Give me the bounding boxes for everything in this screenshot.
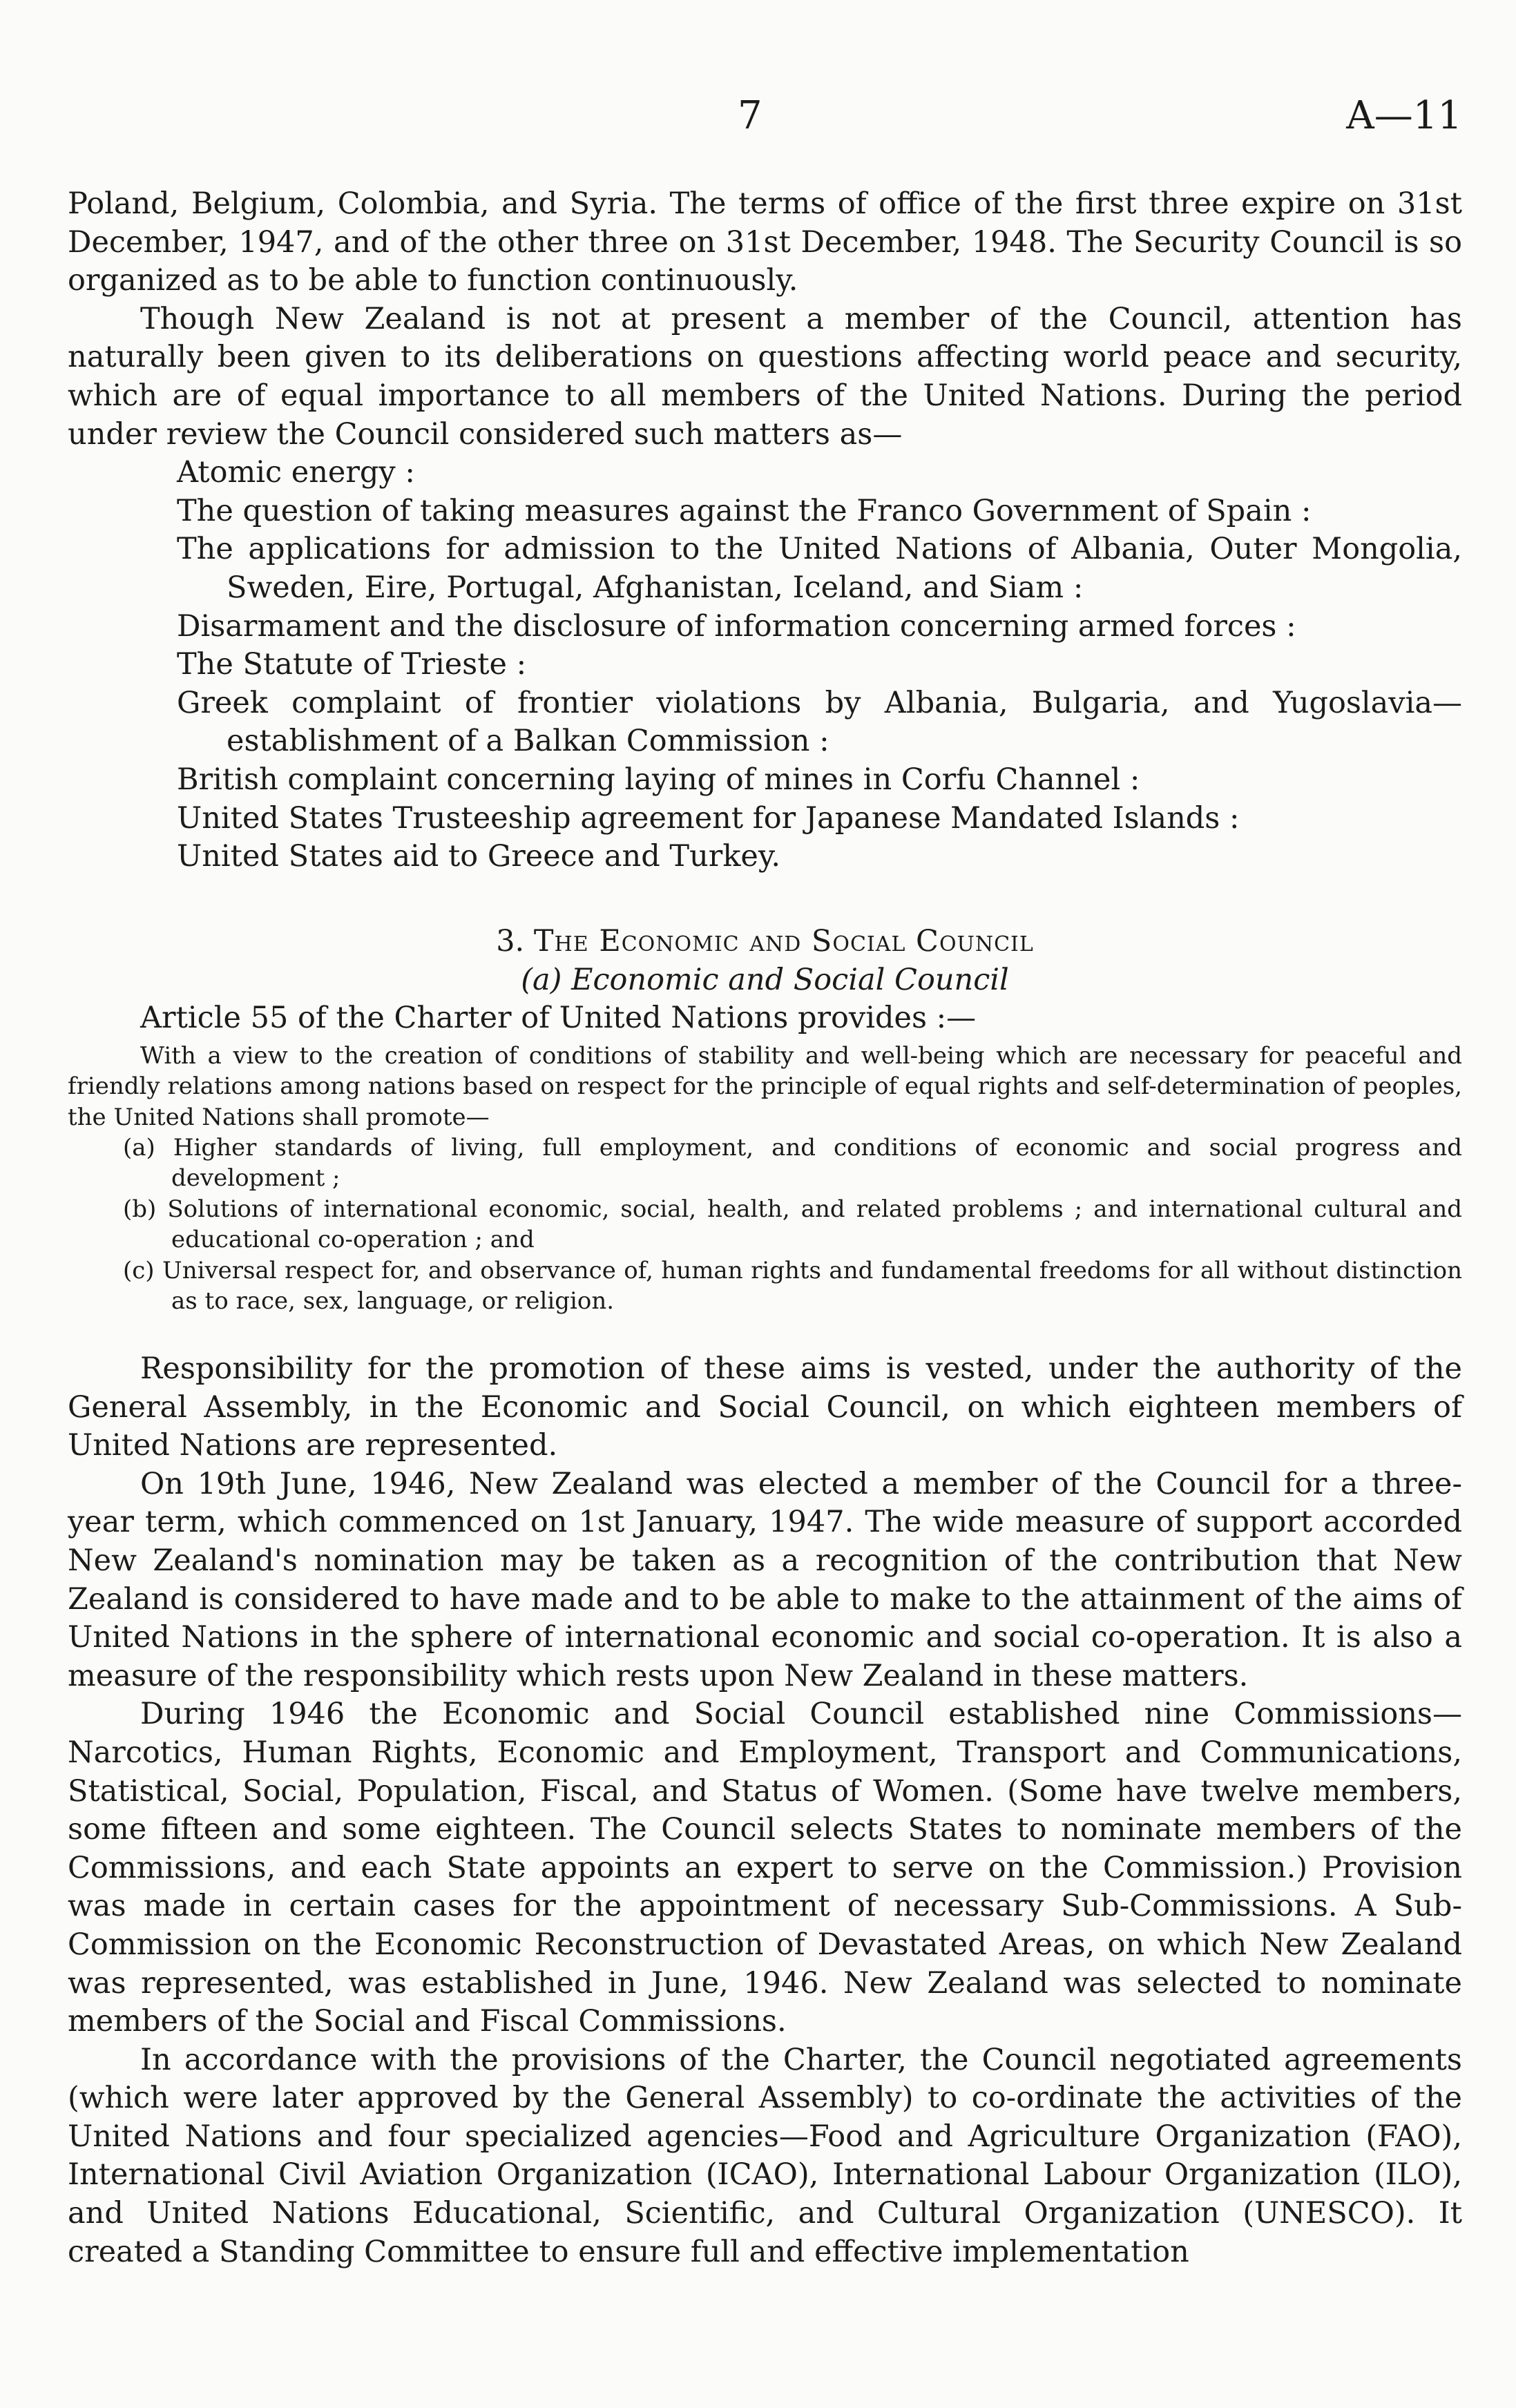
list-item: Disarmament and the disclosure of information concerning armed forces : <box>177 608 1296 644</box>
paragraph-nz-elected: On 19th June, 1946, New Zealand was elected a member of the Council for a three-year term, which commenced on 1st January, 1947. The wide measure of support accorded New Zealand's nomination may be taken as a recognition of the contribution that New Zealand is considered to have made and to be able to make to the attainment of the aims of United Nations in the sphere of international economic and social co-operation. It is also a measure of the responsibility which rests upon New Zealand in these matters. <box>68 1466 1462 1693</box>
list-item: The question of taking measures against the Franco Government of Spain : <box>177 493 1312 528</box>
paragraph-security-council-terms: Poland, Belgium, Colombia, and Syria. The terms of office of the first three expire on 31st December, 1947, and of the other three on 31st December, 1948. The Security Council is so organized as to be able to function continuously. <box>68 186 1462 298</box>
list-item: The Statute of Trieste : <box>177 647 527 682</box>
subsection-heading <box>68 961 1462 1000</box>
quote-item-text: Solutions of international economic, social, health, and related problems ; and international cultural and educational co-operation ; and <box>167 1195 1462 1254</box>
quote-item-text: Higher standards of living, full employment, and conditions of economic and social progress and development ; <box>171 1134 1462 1193</box>
charter-article-55-quote <box>68 1041 1462 1317</box>
list-item: Atomic energy : <box>177 455 415 490</box>
quote-item-label: (b) <box>123 1195 157 1223</box>
quote-item-text: Universal respect for, and observance of, human rights and fundamental freedoms for all without distinction as to race, sex, language, or religion. <box>162 1256 1462 1316</box>
paragraph-responsibility: Responsibility for the promotion of these aims is vested, under the authority of the General Assembly, in the Economic and Social Council, on which eighteen members of United Nations are represented. <box>68 1351 1462 1463</box>
document-reference: A—11 <box>1346 93 1462 138</box>
council-matters-list <box>177 454 1462 876</box>
charter-intro: Article 55 of the Charter of United Nations provides :— <box>140 1001 977 1036</box>
section-number: 3. <box>496 924 525 959</box>
list-item: British complaint concerning laying of mines in Corfu Channel : <box>177 762 1140 797</box>
paragraph-nz-deliberations: Though New Zealand is not at present a member of the Council, attention has naturally been given to its deliberations on questions affecting world peace and security, which are of equal importance to all members of the United Nations. During the period under review the Council considered such matters as— <box>68 301 1462 452</box>
quote-item <box>68 1194 1462 1255</box>
paragraph-specialized-agencies: In accordance with the provisions of the Charter, the Council negotiated agreements (which were later approved by the General Assembly) to co-ordinate the activities of the United Nations and four specialized agencies—Food and Agriculture Organization (FAO), International Civil Aviation Organization (ICAO), International Labour Organization (ILO), and United Nations Educational, Scientific, and Cultural Organization (UNESCO). It created a Standing Committee to ensure full and effective implementation <box>68 2042 1462 2269</box>
list-item: United States aid to Greece and Turkey. <box>177 839 781 874</box>
quote-paragraph: With a view to the creation of conditions of stability and well-being which are necessary for peaceful and friendly relations among nations based on respect for the principle of equal rights and self-determination of peoples, the United Nations shall promote— <box>68 1041 1462 1131</box>
page-number: 7 <box>738 93 762 138</box>
section-heading <box>68 923 1462 961</box>
paragraph-commissions: During 1946 the Economic and Social Council established nine Commissions—Narcotics, Human Rights, Economic and Employment, Transport and Communications, Statistical, Social, Population, Fiscal, and Status of Women. (Some have twelve members, some fifteen and some eighteen. The Council selects States to nominate members of the Commissions, and each State appoints an expert to serve on the Commission.) Provision was made in certain cases for the appointment of necessary Sub-Commissions. A Sub-Commission on the Economic Reconstruction of Devastated Areas, on which New Zealand was represented, was established in June, 1946. New Zealand was selected to nominate members of the Social and Fiscal Commissions. <box>68 1697 1462 2039</box>
list-item: United States Trusteeship agreement for Japanese Mandated Islands : <box>177 800 1240 836</box>
section-title: The Economic and Social Council <box>533 924 1034 959</box>
economic-social-council-section <box>68 923 1462 1316</box>
security-council-section <box>68 185 1462 876</box>
quote-item-label: (a) <box>123 1134 155 1162</box>
list-item: The applications for admission to the United Nations of Albania, Outer Mongolia, Sweden, Eire, Portugal, Afghanistan, Iceland, and Siam : <box>177 532 1462 605</box>
list-item: Greek complaint of frontier violations by Albania, Bulgaria, and Yugoslavia—establishment of a Balkan Commission : <box>177 685 1462 759</box>
quote-item-label: (c) <box>123 1256 155 1284</box>
quote-item <box>68 1133 1462 1194</box>
subsection-title: Economic and Social Council <box>571 962 1009 997</box>
quote-item <box>68 1255 1462 1317</box>
body-text-section <box>68 1350 1462 2271</box>
subsection-label: (a) <box>521 962 562 997</box>
